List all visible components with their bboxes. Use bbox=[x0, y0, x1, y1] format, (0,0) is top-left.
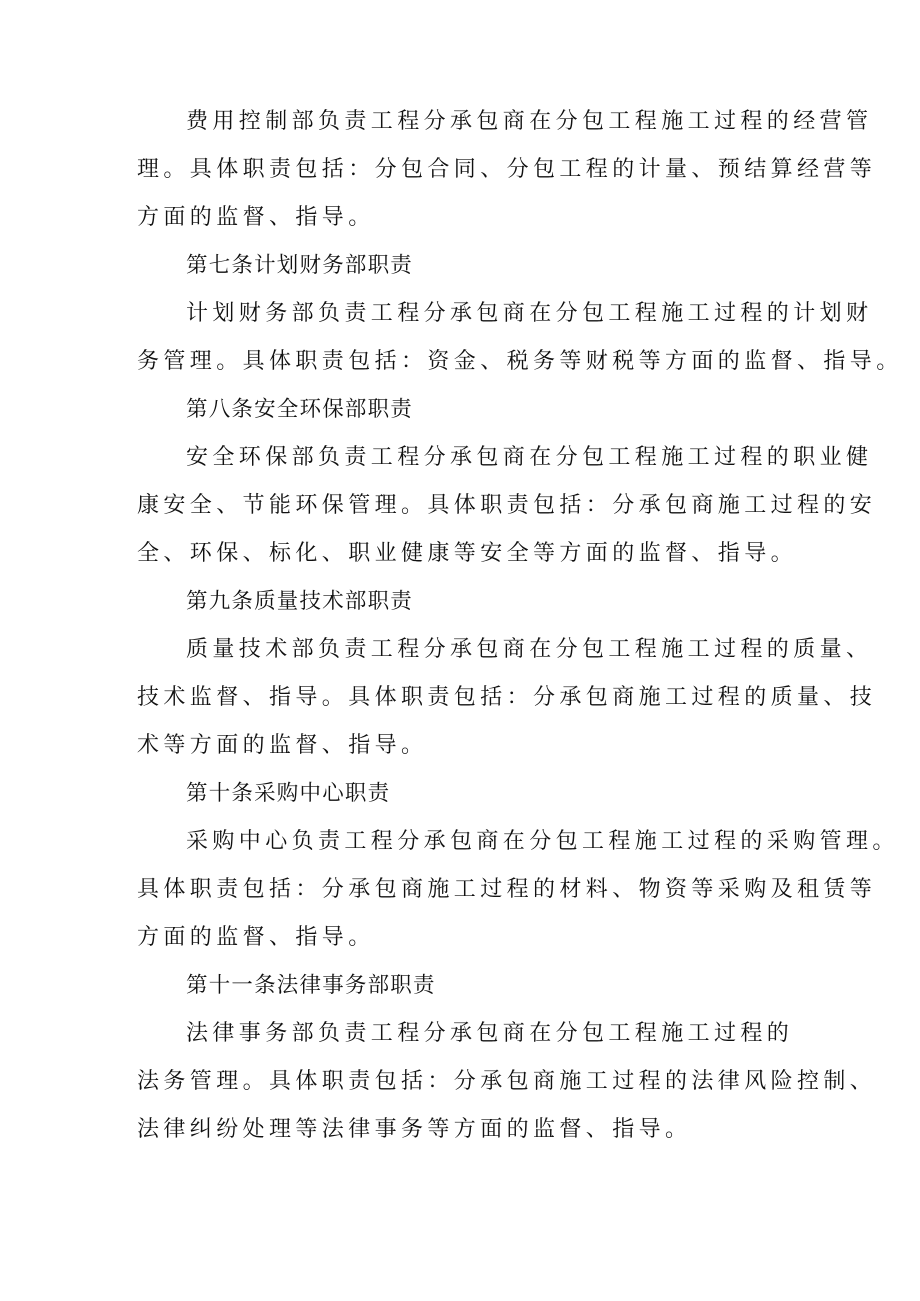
section-heading: 第七条计划财务部职责 bbox=[186, 253, 414, 278]
paragraph-line: 法务管理。具体职责包括：分承包商施工过程的法律风险控制、 bbox=[137, 1069, 877, 1094]
paragraph-line: 方面的监督、指导。 bbox=[137, 925, 375, 950]
paragraph-line: 方面的监督、指导。 bbox=[137, 205, 375, 230]
paragraph-line: 计划财务部负责工程分承包商在分包工程施工过程的计划财 bbox=[186, 301, 873, 326]
paragraph-line: 采购中心负责工程分承包商在分包工程施工过程的采购管理。 bbox=[186, 829, 899, 854]
paragraph-line: 康安全、节能环保管理。具体职责包括：分承包商施工过程的安 bbox=[137, 493, 877, 518]
paragraph-line: 安全环保部负责工程分承包商在分包工程施工过程的职业健 bbox=[186, 445, 873, 470]
paragraph-line: 法律事务部负责工程分承包商在分包工程施工过程的 bbox=[186, 1021, 794, 1046]
paragraph-line: 术等方面的监督、指导。 bbox=[137, 733, 428, 758]
paragraph-line: 全、环保、标化、职业健康等安全等方面的监督、指导。 bbox=[137, 541, 798, 566]
paragraph-line: 务管理。具体职责包括：资金、税务等财税等方面的监督、指导。 bbox=[137, 349, 903, 374]
paragraph-line: 理。具体职责包括：分包合同、分包工程的计量、预结算经营等 bbox=[137, 157, 877, 182]
paragraph-line: 质量技术部负责工程分承包商在分包工程施工过程的质量、 bbox=[186, 637, 873, 662]
paragraph-line: 具体职责包括：分承包商施工过程的材料、物资等采购及租赁等 bbox=[137, 877, 877, 902]
paragraph-line: 法律纠纷处理等法律事务等方面的监督、指导。 bbox=[137, 1117, 692, 1142]
section-heading: 第十条采购中心职责 bbox=[186, 781, 391, 806]
section-heading: 第八条安全环保部职责 bbox=[186, 397, 414, 422]
paragraph-line: 费用控制部负责工程分承包商在分包工程施工过程的经营管 bbox=[186, 109, 873, 134]
section-heading: 第十一条法律事务部职责 bbox=[186, 973, 436, 998]
paragraph-line: 技术监督、指导。具体职责包括：分承包商施工过程的质量、技 bbox=[137, 685, 877, 710]
section-heading: 第九条质量技术部职责 bbox=[186, 589, 414, 614]
